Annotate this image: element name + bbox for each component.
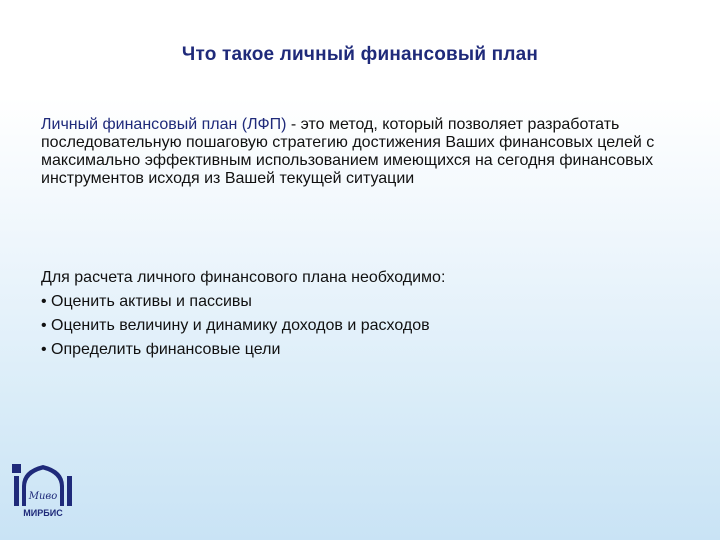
definition-body: - это метод, который позволяет разработать последовательную пошаговую стратегию достижения Ваших финансовых целей с максимально эффективным использованием имеющихся на сегодня финансовых инструментов исходя из Вашей текущей ситуации [41, 116, 655, 187]
definition-term: Личный финансовый план (ЛФП) [41, 116, 291, 133]
definition-paragraph [41, 116, 691, 188]
mirbis-arch-icon [10, 462, 78, 522]
list-item: • Оценить величину и динамику доходов и расходов [41, 317, 430, 334]
list-item: • Оценить активы и пассивы [41, 293, 252, 310]
logo-name: МИРБИС [23, 508, 63, 518]
list-item: • Определить финансовые цели [41, 341, 281, 358]
requirements-intro: Для расчета личного финансового плана необходимо: [41, 269, 446, 286]
logo-script-text: Миво [28, 491, 58, 502]
slide-title: Что такое личный финансовый план [181, 44, 539, 65]
mirbis-logo [10, 462, 78, 522]
requirements-list [41, 266, 691, 362]
